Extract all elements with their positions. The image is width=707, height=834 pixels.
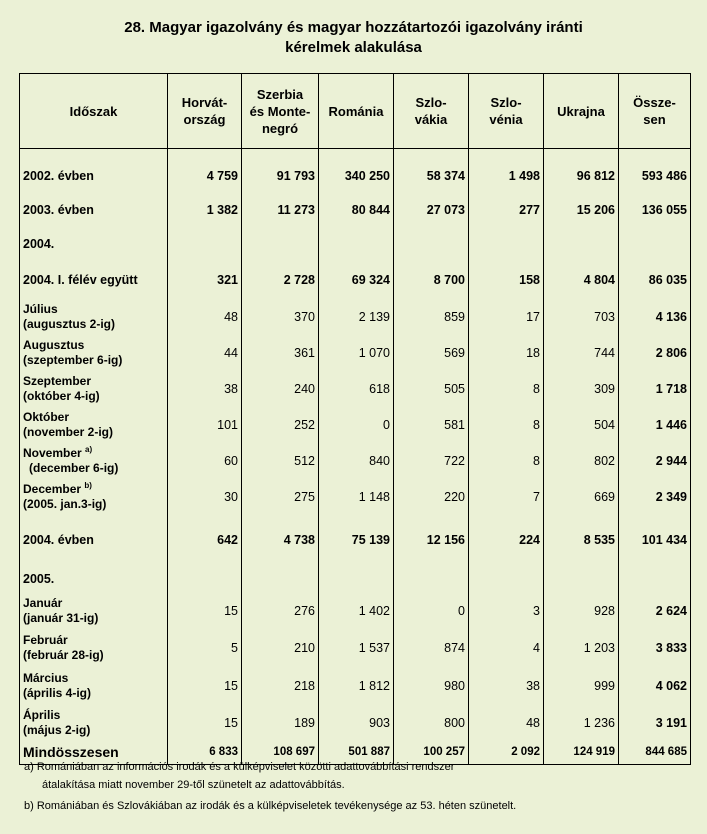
- table-cell: 275: [242, 479, 319, 515]
- table-row: [20, 479, 691, 515]
- table-cell: 669: [544, 479, 619, 515]
- table-cell: 100 257: [394, 741, 469, 765]
- table-row: [20, 159, 691, 193]
- table-cell: 1 498: [469, 159, 544, 193]
- table-cell: [168, 565, 242, 593]
- table-cell: [242, 565, 319, 593]
- table-cell: 3 191: [619, 705, 691, 741]
- table-cell: 501 887: [319, 741, 394, 765]
- table-cell: 277: [469, 193, 544, 227]
- table-cell: 2 139: [319, 299, 394, 335]
- table-cell: 1 070: [319, 335, 394, 371]
- table-cell: 38: [168, 371, 242, 407]
- table-cell: 874: [394, 629, 469, 667]
- table-cell: [319, 227, 394, 261]
- table-cell: 928: [544, 593, 619, 629]
- table-cell: 2004. I. félév együtt: [20, 261, 168, 299]
- table-cell: 8 535: [544, 515, 619, 565]
- title-line-2: kérelmek alakulása: [285, 39, 422, 56]
- table-cell: 8: [469, 443, 544, 479]
- table-cell: 18: [469, 335, 544, 371]
- table-cell: 2 728: [242, 261, 319, 299]
- table-cell: 8: [469, 407, 544, 443]
- table-cell: 17: [469, 299, 544, 335]
- table-cell: 2 092: [469, 741, 544, 765]
- table-cell: 2 624: [619, 593, 691, 629]
- table-cell: 218: [242, 667, 319, 705]
- table-cell: Február (február 28-ig): [20, 629, 168, 667]
- table-cell: 101 434: [619, 515, 691, 565]
- table-row: [20, 407, 691, 443]
- table-cell: [619, 227, 691, 261]
- table-cell: [619, 565, 691, 593]
- table-cell: 3: [469, 593, 544, 629]
- table-cell: 844 685: [619, 741, 691, 765]
- table-cell: [394, 565, 469, 593]
- table-cell: [242, 227, 319, 261]
- table-cell: Július (augusztus 2-ig): [20, 299, 168, 335]
- table-cell: 2004. évben: [20, 515, 168, 565]
- table-cell: 4 804: [544, 261, 619, 299]
- table-cell: [469, 149, 544, 159]
- table-cell: Augusztus (szeptember 6-ig): [20, 335, 168, 371]
- table-cell: November $^{a)}$ (december 6-ig): [20, 443, 168, 479]
- table-cell: 1 402: [319, 593, 394, 629]
- table-cell: 1 203: [544, 629, 619, 667]
- table-cell: 340 250: [319, 159, 394, 193]
- table-row: [20, 261, 691, 299]
- table-cell: 0: [394, 593, 469, 629]
- table-cell: 108 697: [242, 741, 319, 765]
- table-cell: 999: [544, 667, 619, 705]
- table-cell: 309: [544, 371, 619, 407]
- table-cell: 124 919: [544, 741, 619, 765]
- table-cell: Március (április 4-ig): [20, 667, 168, 705]
- table-cell: 569: [394, 335, 469, 371]
- table-cell: 240: [242, 371, 319, 407]
- table-cell: 189: [242, 705, 319, 741]
- table-cell: Október (november 2-ig): [20, 407, 168, 443]
- table-cell: 44: [168, 335, 242, 371]
- table-cell: Szeptember (október 4-ig): [20, 371, 168, 407]
- header-croatia: Horvát- ország: [168, 74, 242, 149]
- table-cell: 8 700: [394, 261, 469, 299]
- footnote-b: b) Romániában és Szlovákiában az irodák és a külképviseletek tevékenysége az 53. héten szünetelt.: [24, 800, 517, 812]
- table-cell: [469, 565, 544, 593]
- page-title: [0, 18, 707, 58]
- table-cell: 2 806: [619, 335, 691, 371]
- table-cell: [394, 149, 469, 159]
- table-cell: 642: [168, 515, 242, 565]
- table-cell: 210: [242, 629, 319, 667]
- table-cell: [544, 149, 619, 159]
- table-cell: 276: [242, 593, 319, 629]
- table-cell: 69 324: [319, 261, 394, 299]
- table-cell: 800: [394, 705, 469, 741]
- table-cell: [242, 149, 319, 159]
- table-cell: 504: [544, 407, 619, 443]
- table-cell: 4 136: [619, 299, 691, 335]
- table-cell: 840: [319, 443, 394, 479]
- table-cell: 158: [469, 261, 544, 299]
- footnote-a-line2: átalakítása miatt november 29-től szünetelt az adattovábbítás.: [42, 779, 345, 791]
- table-cell: 1 812: [319, 667, 394, 705]
- table-cell: 48: [469, 705, 544, 741]
- header-slovakia: Szlo- vákia: [394, 74, 469, 149]
- table-cell: 618: [319, 371, 394, 407]
- table-row: [20, 299, 691, 335]
- table-cell: 75 139: [319, 515, 394, 565]
- table-cell: 903: [319, 705, 394, 741]
- table-row: [20, 227, 691, 261]
- table-cell: 48: [168, 299, 242, 335]
- table-cell: [394, 227, 469, 261]
- table-cell: 370: [242, 299, 319, 335]
- footnote-marker-b: b): [84, 480, 92, 490]
- table-cell: 8: [469, 371, 544, 407]
- table-cell: Mindösszesen: [20, 741, 168, 765]
- table-cell: [619, 149, 691, 159]
- table-cell: 1 537: [319, 629, 394, 667]
- table-cell: 859: [394, 299, 469, 335]
- table-cell: 361: [242, 335, 319, 371]
- header-ukraine: Ukrajna: [544, 74, 619, 149]
- table-cell: 1 446: [619, 407, 691, 443]
- table-cell: 252: [242, 407, 319, 443]
- table-cell: [544, 565, 619, 593]
- table-cell: 1 236: [544, 705, 619, 741]
- header-total: Össze- sen: [619, 74, 691, 149]
- table-cell: Április (május 2-ig): [20, 705, 168, 741]
- table-cell: 2003. évben: [20, 193, 168, 227]
- data-table: [19, 73, 691, 765]
- table-cell: [20, 149, 168, 159]
- table-cell: 4 759: [168, 159, 242, 193]
- table-cell: 96 812: [544, 159, 619, 193]
- table-cell: 1 148: [319, 479, 394, 515]
- header-slovenia: Szlo- vénia: [469, 74, 544, 149]
- table-row: [20, 193, 691, 227]
- table-row: [20, 593, 691, 629]
- table-cell: [319, 565, 394, 593]
- header-romania: Románia: [319, 74, 394, 149]
- table-row: [20, 667, 691, 705]
- table-cell: 60: [168, 443, 242, 479]
- table-cell: 512: [242, 443, 319, 479]
- header-serbia: Szerbia és Monte- negró: [242, 74, 319, 149]
- table-cell: 722: [394, 443, 469, 479]
- table-cell: 6 833: [168, 741, 242, 765]
- table-cell: 703: [544, 299, 619, 335]
- table-cell: 220: [394, 479, 469, 515]
- table-cell: December $^{b)}$ (2005. jan.3-ig): [20, 479, 168, 515]
- table-cell: [469, 227, 544, 261]
- table-cell: 224: [469, 515, 544, 565]
- table-cell: 4: [469, 629, 544, 667]
- table-cell: 0: [319, 407, 394, 443]
- table-cell: 4 062: [619, 667, 691, 705]
- table-cell: 321: [168, 261, 242, 299]
- table-cell: 505: [394, 371, 469, 407]
- table-row: [20, 443, 691, 479]
- table-cell: 1 718: [619, 371, 691, 407]
- table-cell: 15: [168, 593, 242, 629]
- table-cell: 2 944: [619, 443, 691, 479]
- table-cell: 30: [168, 479, 242, 515]
- table-cell: 58 374: [394, 159, 469, 193]
- table-row: [20, 705, 691, 741]
- table-cell: 80 844: [319, 193, 394, 227]
- table-cell: 980: [394, 667, 469, 705]
- table-cell: [168, 149, 242, 159]
- table-cell: 7: [469, 479, 544, 515]
- table-cell: [319, 149, 394, 159]
- table-cell: 15: [168, 705, 242, 741]
- table-row: [20, 371, 691, 407]
- footnote-marker-a: a): [85, 444, 93, 454]
- table-cell: 86 035: [619, 261, 691, 299]
- table-cell: 581: [394, 407, 469, 443]
- table-cell: 744: [544, 335, 619, 371]
- table-cell: 1 382: [168, 193, 242, 227]
- table-row: [20, 629, 691, 667]
- table-cell: 5: [168, 629, 242, 667]
- table-cell: 2002. évben: [20, 159, 168, 193]
- header-row: [20, 74, 691, 149]
- table-cell: 12 156: [394, 515, 469, 565]
- table-row: [20, 565, 691, 593]
- table-cell: 2004.: [20, 227, 168, 261]
- table-cell: 101: [168, 407, 242, 443]
- table-cell: 11 273: [242, 193, 319, 227]
- table-cell: 593 486: [619, 159, 691, 193]
- table-cell: 27 073: [394, 193, 469, 227]
- table-cell: [168, 227, 242, 261]
- table-cell: 38: [469, 667, 544, 705]
- table-row: [20, 515, 691, 565]
- table-cell: 15 206: [544, 193, 619, 227]
- table-cell: 91 793: [242, 159, 319, 193]
- title-line-1: 28. Magyar igazolvány és magyar hozzátartozói igazolvány iránti: [124, 19, 583, 36]
- table-cell: 802: [544, 443, 619, 479]
- table-cell: 2 349: [619, 479, 691, 515]
- table-cell: 136 055: [619, 193, 691, 227]
- table-cell: [544, 227, 619, 261]
- table-cell: 4 738: [242, 515, 319, 565]
- table-cell: 15: [168, 667, 242, 705]
- footnote-a-line1: a) Romániában az információs irodák és a külképviselet közötti adattovábbítási rendszer: [24, 761, 455, 773]
- header-period: Időszak: [20, 74, 168, 149]
- table-cell: 2005.: [20, 565, 168, 593]
- table-cell: 3 833: [619, 629, 691, 667]
- table-cell: Január (január 31-ig): [20, 593, 168, 629]
- table-row: [20, 335, 691, 371]
